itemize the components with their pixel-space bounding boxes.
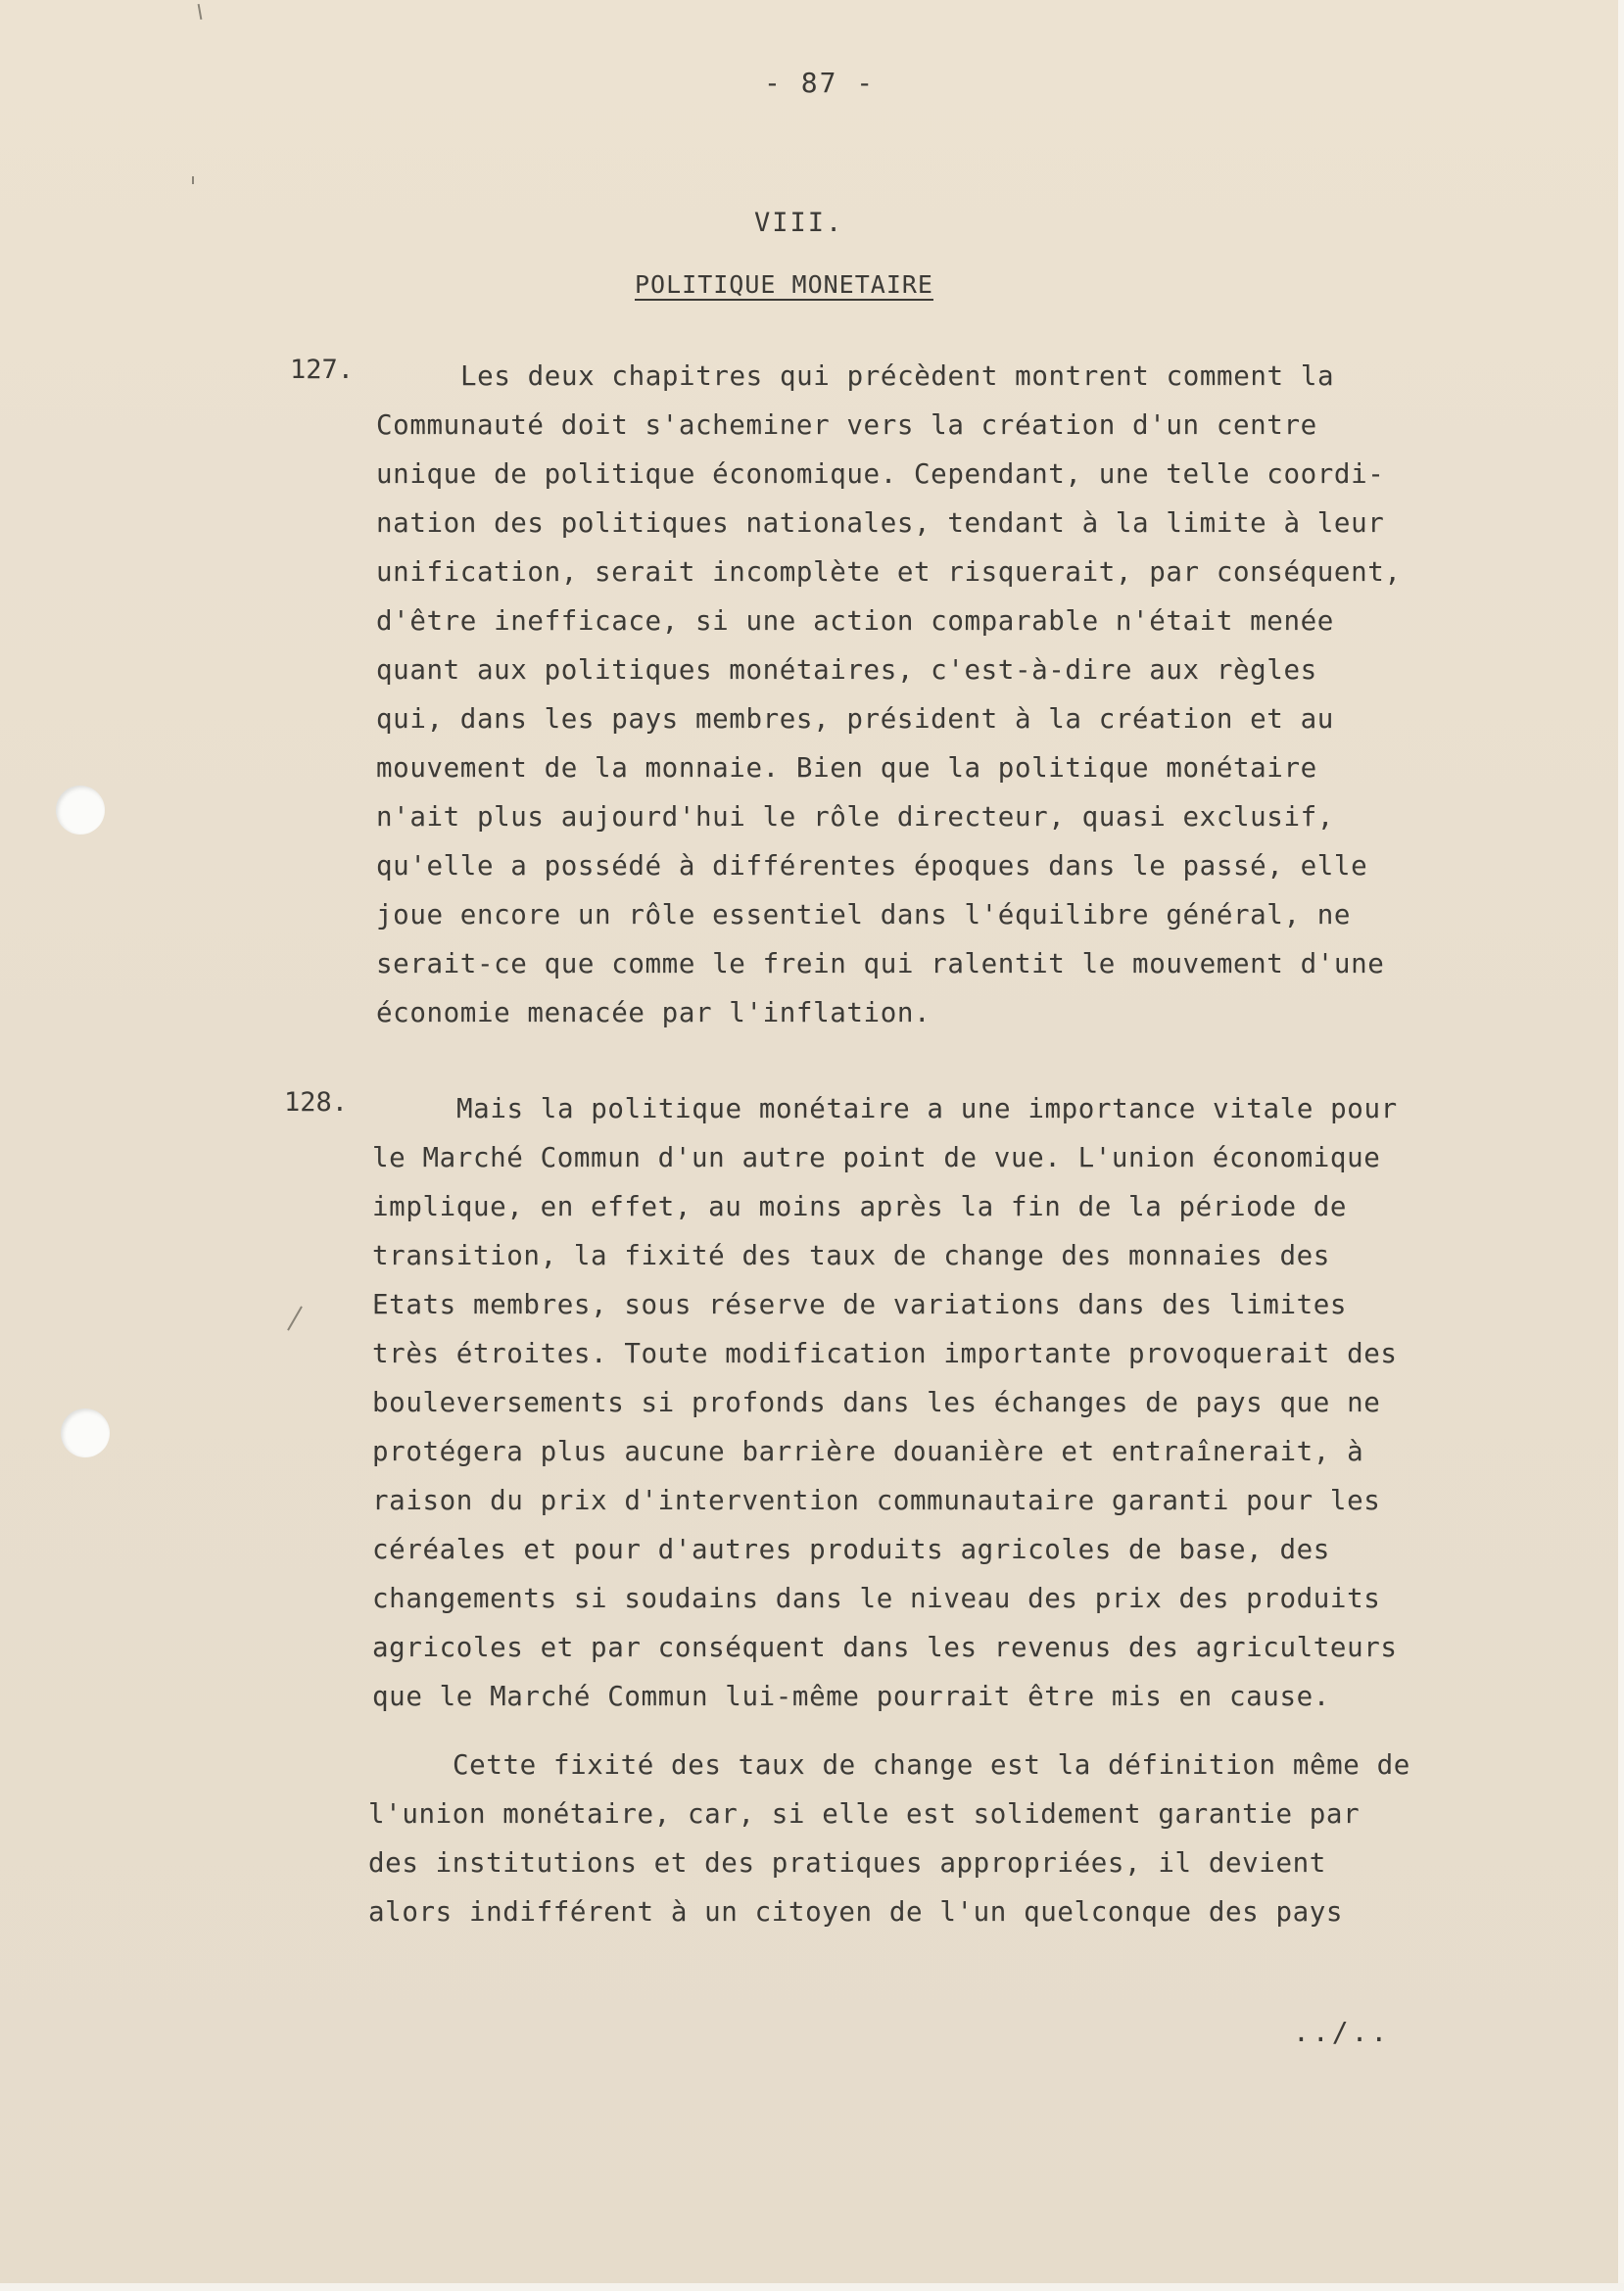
page-number: - 87 - xyxy=(764,67,876,99)
paper-mark xyxy=(287,1306,303,1330)
text-line: raison du prix d'intervention communautaire garanti pour les xyxy=(372,1485,1381,1516)
paper-mark xyxy=(192,176,194,184)
text-line: agricoles et par conséquent dans les revenus des agriculteurs xyxy=(372,1632,1398,1663)
continuation-mark: ../.. xyxy=(1293,2016,1391,2048)
text-line: céréales et pour d'autres produits agricoles de base, des xyxy=(372,1534,1330,1565)
text-line: l'union monétaire, car, si elle est solidement garantie par xyxy=(368,1798,1361,1830)
text-line: Cette fixité des taux de change est la définition même de xyxy=(453,1749,1410,1781)
text-line: quant aux politiques monétaires, c'est-à-dire aux règles xyxy=(376,654,1317,686)
paragraph-number: 128. xyxy=(284,1087,349,1118)
text-line: protégera plus aucune barrière douanière et entraînerait, à xyxy=(372,1436,1364,1467)
text-line: joue encore un rôle essentiel dans l'équilibre général, ne xyxy=(376,899,1352,931)
chapter-number: VIII. xyxy=(754,208,844,238)
punch-hole-bottom xyxy=(61,1408,110,1457)
text-line: changements si soudains dans le niveau des prix des produits xyxy=(372,1583,1381,1614)
text-line: qu'elle a possédé à différentes époques dans le passé, elle xyxy=(376,850,1368,882)
text-line: serait-ce que comme le frein qui ralentit le mouvement d'une xyxy=(376,948,1385,979)
text-line: très étroites. Toute modification importante provoquerait des xyxy=(372,1338,1398,1369)
text-line: bouleversements si profonds dans les échanges de pays que ne xyxy=(372,1387,1381,1418)
text-line: nation des politiques nationales, tendant à la limite à leur xyxy=(376,507,1385,539)
text-line: le Marché Commun d'un autre point de vue. L'union économique xyxy=(372,1142,1381,1173)
text-line: implique, en effet, au moins après la fin de la période de xyxy=(372,1191,1348,1222)
text-line: d'être inefficace, si une action comparable n'était menée xyxy=(376,605,1334,637)
text-line: alors indifférent à un citoyen de l'un quelconque des pays xyxy=(368,1896,1344,1928)
text-line: Etats membres, sous réserve de variations dans des limites xyxy=(372,1289,1348,1320)
text-line: unification, serait incomplète et risquerait, par conséquent, xyxy=(376,556,1402,588)
text-line: qui, dans les pays membres, président à la création et au xyxy=(376,703,1334,735)
punch-hole-top xyxy=(56,786,105,835)
text-line: que le Marché Commun lui-même pourrait être mis en cause. xyxy=(372,1681,1330,1712)
chapter-title: POLITIQUE MONETAIRE xyxy=(635,270,933,299)
paper-mark xyxy=(198,4,203,20)
page-edge-bottom xyxy=(0,2283,1624,2291)
text-line: Communauté doit s'acheminer vers la création d'un centre xyxy=(376,409,1317,441)
text-line: Les deux chapitres qui précèdent montrent comment la xyxy=(460,360,1335,392)
text-line: transition, la fixité des taux de change des monnaies des xyxy=(372,1240,1330,1271)
text-line: n'ait plus aujourd'hui le rôle directeur, quasi exclusif, xyxy=(376,801,1334,833)
page-edge-right xyxy=(1618,0,1624,2291)
text-line: unique de politique économique. Cependant, une telle coordi- xyxy=(376,458,1385,490)
text-line: mouvement de la monnaie. Bien que la politique monétaire xyxy=(376,752,1317,784)
text-line: Mais la politique monétaire a une importance vitale pour xyxy=(456,1093,1398,1124)
paragraph-number: 127. xyxy=(290,355,355,385)
text-line: des institutions et des pratiques appropriées, il devient xyxy=(368,1847,1326,1879)
text-line: économie menacée par l'inflation. xyxy=(376,997,931,1028)
